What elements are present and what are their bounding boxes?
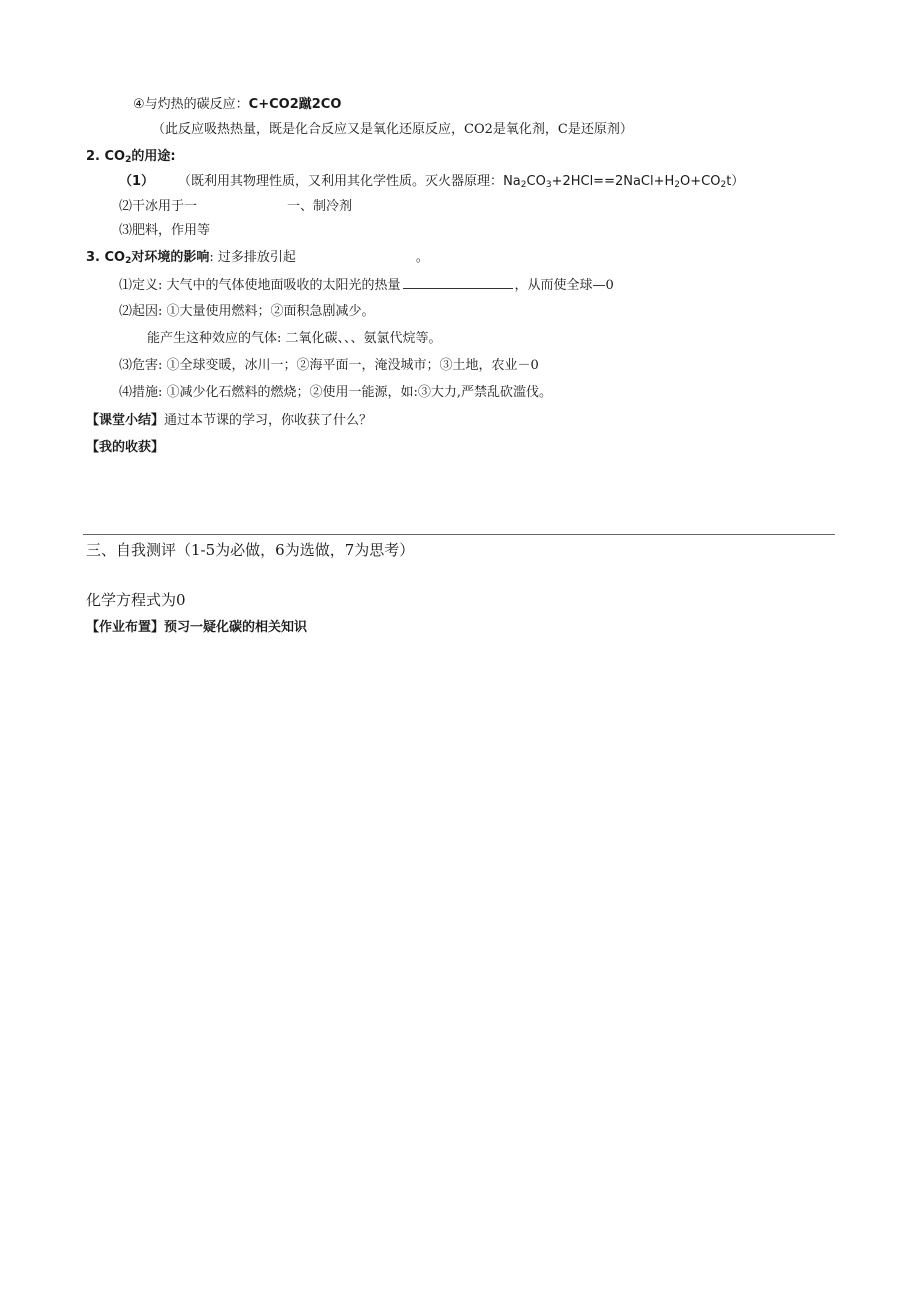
homework-label: 【作业布置】 <box>86 620 165 635</box>
item-text: : ①减少化石燃料的燃烧；②使用一能源，如:③大力,严禁乱砍滥伐。 <box>158 385 553 400</box>
heading-text: 的用途: <box>131 149 176 164</box>
greenhouse-harm <box>119 357 539 375</box>
item-text: ⑵干冰用于一 <box>119 199 198 214</box>
environment-heading <box>86 249 429 267</box>
item-text: : 大气中的气体使地面吸收的太阳光的热量 <box>158 278 401 293</box>
summary-label: 【课堂小结】 <box>86 413 165 428</box>
eq-part: +2HCl==2NaCl+H <box>551 174 675 189</box>
extinguisher-equation <box>503 174 744 189</box>
greenhouse-cause <box>119 303 375 321</box>
eq-sub: 2 <box>720 180 727 190</box>
heading-text: : 过多排放引起 <box>209 250 296 265</box>
item-text: ，从而使全球—0 <box>514 278 614 293</box>
heading-text: 对环境的影响 <box>131 250 210 265</box>
heading-text: 3. CO <box>86 250 126 265</box>
uses-item-2 <box>119 198 352 216</box>
item-text: 一、制冷剂 <box>287 199 353 214</box>
eq-part: t） <box>726 174 745 189</box>
uses-item-3: ⑶肥料，作用等 <box>119 223 211 238</box>
greenhouse-gases <box>147 330 442 348</box>
item-text: （既利用其物理性质，又利用其化学性质。灭火器原理： <box>178 174 504 189</box>
eq-sub: 2 <box>520 180 527 190</box>
reaction-item-4 <box>133 96 341 114</box>
item-number: ④ <box>133 97 145 112</box>
section-divider <box>83 534 835 535</box>
homework-line <box>86 619 307 637</box>
homework-text: 预习一疑化碳的相关知识 <box>164 620 308 635</box>
harvest-label: 【我的收获】 <box>86 440 165 455</box>
item-text: : 二氧化碳、、、氨氯代烷等。 <box>277 331 442 346</box>
reaction-note: （此反应吸热热量，既是化合反应又是氧化还原反应，CO2是氧化剂，C是还原剂） <box>152 122 633 137</box>
item-label: ⑵起因 <box>119 304 159 319</box>
subscript: 2 <box>125 256 132 266</box>
eq-sub: 3 <box>545 180 552 190</box>
summary-text: 通过本节课的学习，你收获了什么？ <box>164 413 373 428</box>
uses-item-1 <box>119 173 744 191</box>
equation-line: 化学方程式为0 <box>86 591 186 609</box>
subscript: 2 <box>125 155 132 165</box>
item-label: 与灼热的碳反应： <box>144 97 249 112</box>
item-label: ⑷措施 <box>119 385 159 400</box>
item-text: : ①大量使用燃料；②面积急剧减少。 <box>158 304 375 319</box>
reaction-equation: C+CO2蹴2CO <box>248 97 342 112</box>
self-test-heading: 三、自我测评（1-5为必做，6为选做，7为思考） <box>86 541 415 559</box>
item-text: : ①全球变暖，冰川一；②海平面一，淹没城市；③土地，农业－0 <box>158 358 539 373</box>
greenhouse-definition <box>119 276 614 295</box>
eq-part: Na <box>503 174 521 189</box>
item-label: 能产生这种效应的气体 <box>147 331 278 346</box>
item-label: ⑶危害 <box>119 358 159 373</box>
heading-text: 。 <box>415 250 429 265</box>
eq-sub: 2 <box>674 180 681 190</box>
eq-part: CO <box>526 174 546 189</box>
uses-heading <box>86 148 176 166</box>
item-label: ⑴定义 <box>119 278 159 293</box>
eq-part: O+CO <box>680 174 721 189</box>
item-number: （1） <box>119 174 155 189</box>
class-summary <box>86 412 372 430</box>
heading-text: 2. CO <box>86 149 126 164</box>
greenhouse-measures <box>119 384 552 402</box>
answer-blank[interactable] <box>403 276 513 289</box>
